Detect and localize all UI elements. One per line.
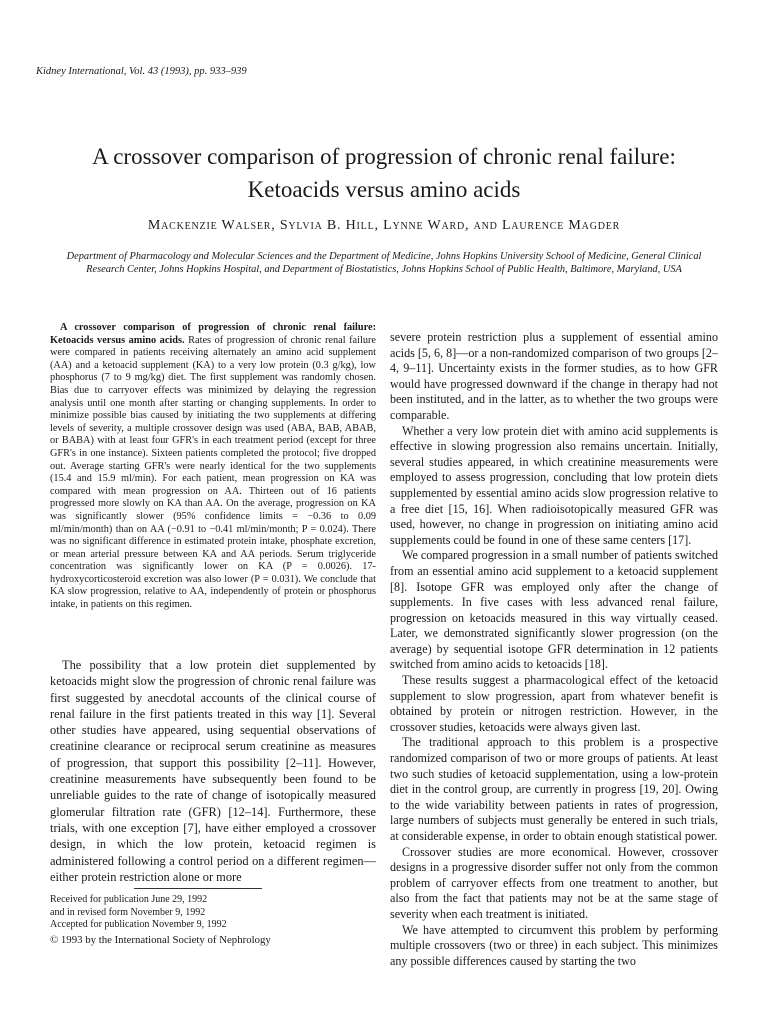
paragraph: The traditional approach to this problem is a prospective randomized comparison of two or more groups of patients. At least two such studies of ketoacid supplementation, using a low-protein diet in the control group, are currently in progress [19, 20]. Owing to the wide variability between patients in rates of progression, large numbers of subjects must generally be entered in such trials, at considerable expense, in order to obtain enough statistical power. (390, 735, 718, 843)
received-line: Received for publication June 29, 1992 (50, 894, 208, 905)
title-line-1: A crossover comparison of progression of chronic renal failure: (92, 144, 676, 169)
author-list: Mackenzie Walser, Sylvia B. Hill, Lynne Ward, and Laurence Magder (147, 218, 621, 233)
footnote-divider (134, 888, 262, 889)
received-dates (50, 894, 227, 932)
paragraph: Crossover studies are more economical. However, crossover designs in a progressive disorder suffer not only from the common problem of carryover effects from one treatment to another, but also from the fact that patients may not be at the same stage of severity when each treatment is initiated. (390, 844, 718, 921)
title-line-2: Ketoacids versus amino acids (247, 177, 521, 202)
abstract (50, 322, 376, 612)
paragraph: severe protein restriction plus a supplement of essential amino acids [5, 6, 8]—or a non-randomized comparison of two groups [2–4, 9–11]. Uncertainty exists in the former studies, as to how GFR would have progressed downward if the change in therapy had not been instituted, and in the latter, as to whether the two groups were comparable. (390, 330, 718, 422)
abstract-column (50, 322, 376, 612)
abstract-lead: A crossover comparison of progression of chronic renal failure: Ketoacids versus amino acids. (50, 322, 376, 346)
copyright-notice: © 1993 by the International Society of Nephrology (50, 934, 271, 946)
intro-paragraph-left: The possibility that a low protein diet supplemented by ketoacids might slow the progression of chronic renal failure was first suggested by anecdotal accounts of the clinical course of renal failure in the first patients treated in this way [1]. Several other studies have appeared, using sequential observations of creatinine clearance or reciprocal serum creatinine as measures of progression, that support this possibility [2–11]. However, creatinine measurements have subsequently been found to be unreliable guides to the rate of change of isotopically measured glomerular filtration rate (GFR) [12–14]. Furthermore, these trials, with one exception [7], have either employed a crossover design, in which the low protein, ketoacid regimen is administered following a control period on a different regimen—either protein restriction alone or more (50, 658, 376, 884)
right-column (390, 330, 718, 969)
abstract-text: Rates of progression of chronic renal failure were compared in patients receiving alternately an amino acid supplement (AA) and a ketoacid supplement (KA) to a very low protein (0.3 g/kg), low phosphorus (7 to 9 mg/kg) diet. The first supplement was randomly chosen. Bias due to carryover effects was minimized by delaying the regression analysis until one month after starting or changing supplements. In order to minimize possible bias caused by initiating the two supplements at differing levels of severity, a multiple crossover design was used (ABA, BAB, ABAB, or BABA) with at least four GFR's in each treatment period (except for three GFR's in one instance). Sixteen patients completed the protocol; five dropped out. Average starting GFR's were nearly identical for the two supplements (15.4 and 15.9 ml/min). For each patient, mean progression on KA was compared with mean progression on AA. Thirteen out of 16 patients progressed more slowly on KA than AA. On the average, progression on KA was significantly slower (95% confidence limits = −0.36 to 0.09 ml/min/month) than on AA (−0.91 to −0.41 ml/min/month; P = 0.024). There was no significant difference in estimated protein intake, phosphate excretion, or mean arterial pressure between KA and AA periods. Serum triglyceride concentration was significantly lower on KA (P = 0.0026). 17-hydroxycorticosteroid excretion was also lower (P = 0.031). We conclude that KA slow progression, relative to AA, independently of protein or phosphorus intake, in patients on this regimen. (50, 334, 376, 611)
paragraph: Whether a very low protein diet with amino acid supplements is effective in slowing progression also remains uncertain. Initially, several studies appeared, in which creatinine measurements were employed to assess progression, concluding that low protein diets supplemented by essential amino acids slow progression relative to a free diet [15, 16]. When radioisotopically measured GFR was used, however, no change in progression on initiating amino acid supplements could be found in one of these same centers [17]. (390, 423, 718, 547)
paragraph: We have attempted to circumvent this problem by performing multiple crossovers (two or three) in each subject. This minimizes any possible differences caused by starting the two (390, 922, 718, 968)
paragraph: These results suggest a pharmacological effect of the ketoacid supplement to slow progression, apart from whatever benefit is obtained by protein or nitrogen restriction. However, in the crossover studies, ketoacids were always given last. (390, 673, 718, 734)
accepted-line: Accepted for publication November 9, 1992 (50, 919, 227, 930)
journal-citation: Kidney International, Vol. 43 (1993), pp. 933–939 (36, 66, 247, 77)
article-title (0, 140, 768, 206)
affiliation: Department of Pharmacology and Molecular Sciences and the Department of Medicine, Johns Hopkins University School of Medicine, General Clinical Research Center, Johns Hopkins Hospital, and Department of Biostatistics, Johns Hopkins School of Public Health, Baltimore, Maryland, USA (66, 251, 702, 275)
paragraph: We compared progression in a small number of patients switched from an essential amino acid supplement to a ketoacid supplement [8]. Isotope GFR was employed only after the change of supplements. In five cases with less advanced renal failure, progression on ketoacids measured in this way virtually ceased. Later, we demonstrated significantly slower progression (on the average) by sequential isotope GFR determination in 12 patients switched from amino acids to ketoacids [18]. (390, 548, 718, 672)
revised-line: and in revised form November 9, 1992 (50, 906, 206, 918)
